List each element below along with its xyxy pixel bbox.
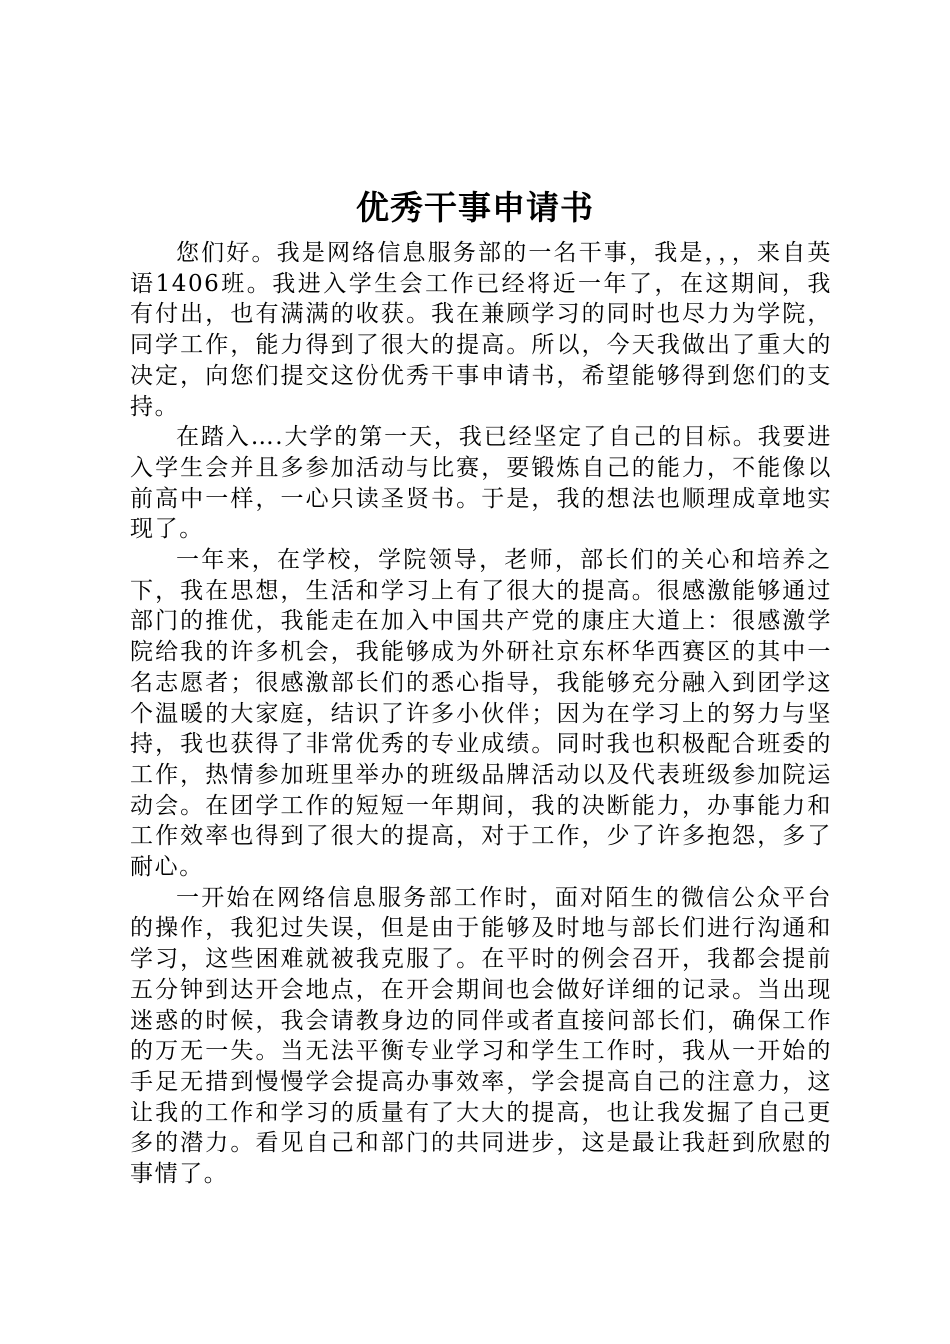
document-body [130,238,832,1190]
document-title: 优秀干事申请书 [356,188,594,227]
paragraph-greeting: 您们好。我是网络信息服务部的一名干事，我是，，，来自英语1406班。我进入学生会工作已经将近一年了，在这期间，我有付出，也有满满的收获。我在兼顾学习的同时也尽力为学院，同学工作，能力得到了很大的提高。所以，今天我做出了重大的决定，向您们提交这份优秀干事申请书，希望能够得到您们的支持。 [130,240,832,420]
paragraph-department-work: 一开始在网络信息服务部工作时，面对陌生的微信公众平台的操作，我犯过失误，但是由于能够及时地与部长们进行沟通和学习，这些困难就被我克服了。在平时的例会召开，我都会提前五分钟到达开会地点，在开会期间也会做好详细的记录。当出现迷惑的时候，我会请教身边的同伴或者直接问部长们，确保工作的万无一失。当无法平衡专业学习和学生工作时，我从一开始的手足无措到慢慢学会提高办事效率，学会提高自己的注意力，这让我的工作和学习的质量有了大大的提高，也让我发掘了自己更多的潜力。看见自己和部门的共同进步，这是最让我赶到欣慰的事情了。 [130,884,832,1188]
paragraph-first-day: 在踏入….大学的第一天，我已经坚定了自己的目标。我要进入学生会并且多参加活动与比赛，要锻炼自己的能力，不能像以前高中一样，一心只读圣贤书。于是，我的想法也顺理成章地实现了。 [130,424,832,543]
paragraph-year-review: 一年来，在学校，学院领导，老师，部长们的关心和培养之下，我在思想，生活和学习上有了很大的提高。很感激能够通过部门的推优，我能走在加入中国共产党的康庄大道上：很感激学院给我的许多机会，我能够成为外研社京东杯华西赛区的其中一名志愿者；很感激部长们的悉心指导，我能够充分融入到团学这个温暖的大家庭，结识了许多小伙伴；因为在学习上的努力与坚持，我也获得了非常优秀的专业成绩。同时我也积极配合班委的工作，热情参加班里举办的班级品牌活动以及代表班级参加院运动会。在团学工作的短短一年期间，我的决断能力，办事能力和工作效率也得到了很大的提高，对于工作，少了许多抱怨，多了耐心。 [130,547,832,881]
